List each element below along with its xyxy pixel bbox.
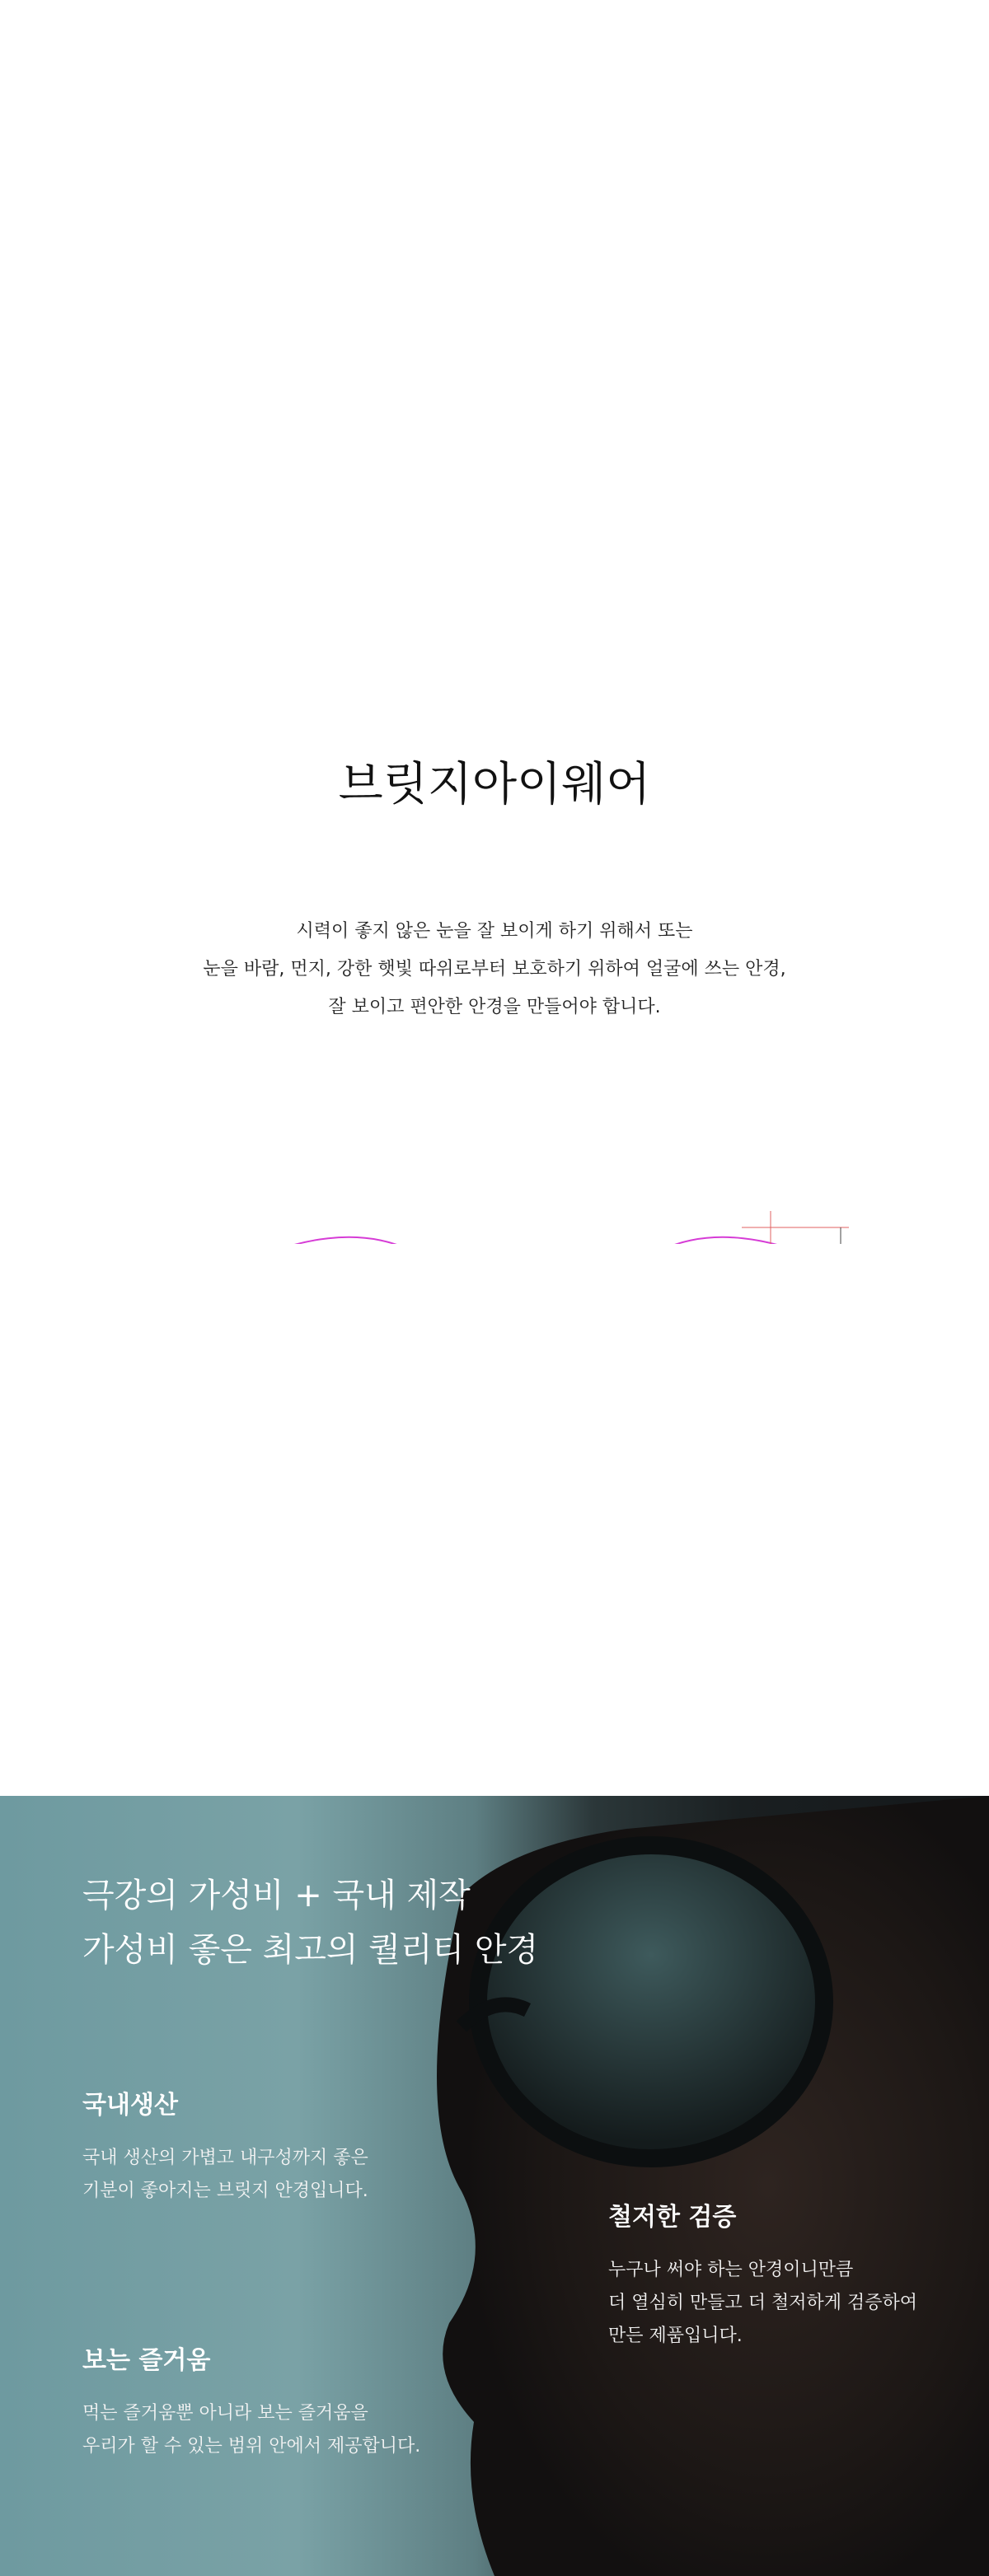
feature-text-line: 기분이 좋아지는 브릿지 안경입니다. (82, 2181, 368, 2201)
feature-text-line: 먹는 즐거움뿐 아니라 보는 즐거움을 (82, 2403, 368, 2424)
features-headline-line: 극강의 가성비 + 국내 제작 (82, 1877, 471, 1914)
intro-desc-line: 시력이 좋지 않은 눈을 잘 보이게 하기 위해서 또는 (296, 921, 693, 942)
feature-text-line: 더 열심히 만들고 더 철저하게 검증하여 (608, 2293, 917, 2313)
intro-title: 브릿지아이웨어 (338, 758, 651, 811)
feature-text-line: 누구나 써야 하는 안경이니만큼 (608, 2260, 854, 2280)
intro-description (0, 913, 989, 1026)
feature-domestic-production (82, 2084, 368, 2208)
intro-desc-line: 눈을 바람, 먼지, 강한 햇빛 따위로부터 보호하기 위하여 얼굴에 쓰는 안경, (203, 959, 786, 979)
feature-title: 철저한 검증 (608, 2203, 737, 2232)
intro-desc-line: 잘 보이고 편안한 안경을 만들어야 합니다. (328, 997, 661, 1017)
glasses-technical-drawing: 46 24 133 2.1 0.5 3.2 39.27 0.9 1.9 IB-OP404-P1 3.2 3.2 1.8 2 1.2 68 143 2.3 3 35° 7° (115, 1194, 874, 1244)
feature-text-line: 우리가 할 수 있는 범위 안에서 제공합니다. (82, 2436, 421, 2457)
feature-thorough-verification (608, 2196, 917, 2353)
features-headline-line: 가성비 좋은 최고의 퀄리티 안경 (82, 1931, 539, 1969)
front-view (239, 1211, 849, 1244)
feature-text-line: 만든 제품입니다. (608, 2326, 743, 2346)
features-headline (82, 1868, 538, 1977)
feature-title: 국내생산 (82, 2091, 178, 2120)
feature-text-line: 국내 생산의 가볍고 내구성까지 좋은 (82, 2148, 368, 2168)
feature-joy-of-seeing (82, 2340, 420, 2463)
feature-title: 보는 즐거움 (82, 2346, 211, 2375)
